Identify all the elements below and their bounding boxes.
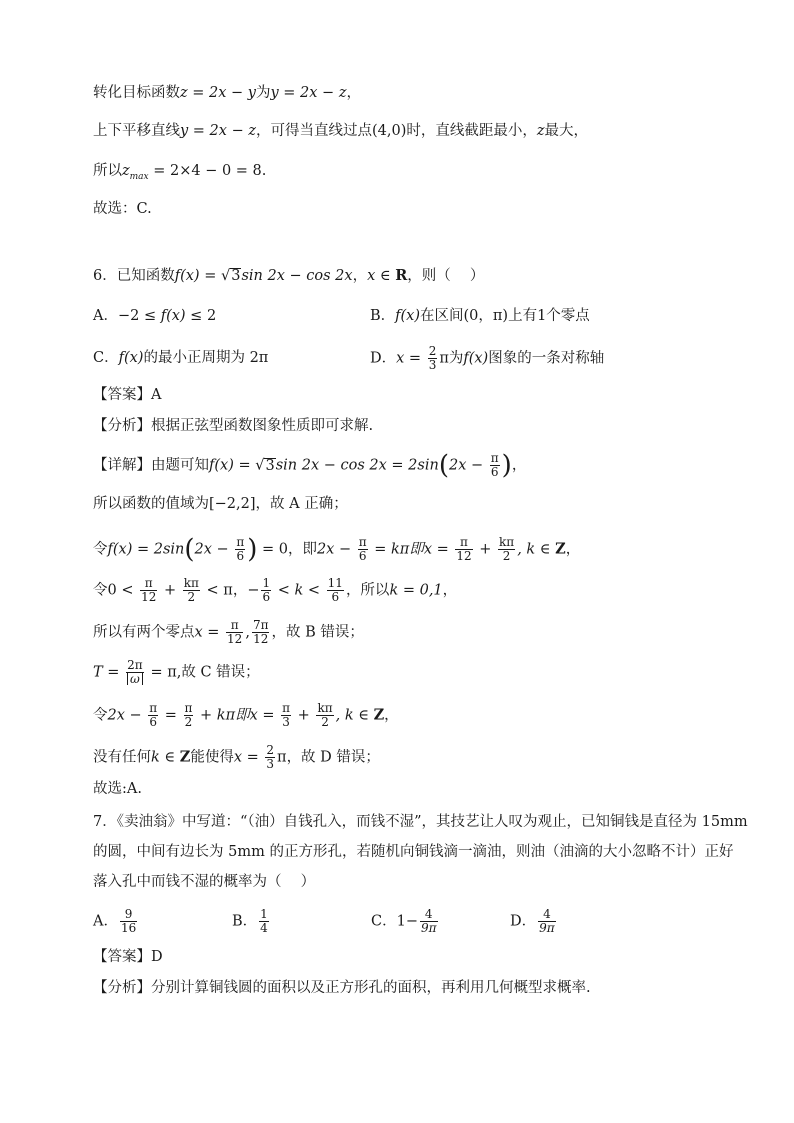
text-line: 没有任何k ∈ Z能使得x = $\frac{2}{3}$ π，故 D 错误； <box>93 743 380 771</box>
text-line: 令f(x) = 2sin(2x − $\frac{\pi}{6}$ ) = 0，即2x − $\frac{\pi}{6}$ = kπ即x = $\frac{\pi}{12}$ + $\frac{k\pi}{2}$ , k ∈ Z， <box>93 534 581 565</box>
option-6A: A．−2 ≤ f(x) ≤ 2 <box>93 308 217 324</box>
question-7-stem-2: 的圆，中间有边长为 5mm 的正方形孔，若随机向铜钱滴一滴油，则油（油滴的大小忽略不计）正好 <box>93 844 734 860</box>
analysis-6: 【分析】根据正弦型函数图象性质即可求解. <box>93 418 374 434</box>
text-line: 所以$z_{max} = 2\times 4 - 0 = 8$. <box>93 163 267 182</box>
answer-7: 【答案】D <box>93 949 163 965</box>
text-line: 令2x − $\frac{\pi}{6}$ = $\frac{\pi}{2}$ + kπ即x = $\frac{\pi}{3}$ + $\frac{k\pi}{2}$ , k ∈ Z， <box>93 701 399 729</box>
option-7B: B． $\frac{1}{4}$ <box>232 907 268 935</box>
text-line: 所以函数的值域为[−2,2]，故 A 正确； <box>93 496 348 512</box>
option-7D: D． $\frac{4}{9\pi}$ <box>510 907 555 935</box>
text-line: 上下平移直线y = 2x − z，可得当直线过点(4,0)时，直线截距最小，z最大， <box>93 123 588 139</box>
option-7C: C．1− $\frac{4}{9\pi}$ <box>371 907 437 935</box>
option-6C: C．f(x)的最小正周期为 2π <box>93 350 269 366</box>
option-6D: D．x = $\frac{2}{3}$ π为f(x)图象的一条对称轴 <box>370 344 605 372</box>
text-line: 所以有两个零点x = $\frac{\pi}{12}$ , $\frac{7\pi}{12}$ ，故 B 错误； <box>93 618 364 646</box>
detail-6: 【详解】由题可知f(x) = √3sin 2x − cos 2x = 2sin(2x − $\frac{\pi}{6}$ )， <box>93 450 527 481</box>
option-6B: B．f(x)在区间(0，π)上有1个零点 <box>370 308 590 324</box>
option-7A: A． $\frac{9}{16}$ <box>93 907 137 935</box>
text-line: 转化目标函数z = 2x − y为y = 2x − z， <box>93 85 361 101</box>
analysis-7: 【分析】分别计算铜钱圆的面积以及正方形孔的面积，再利用几何概型求概率. <box>93 980 591 996</box>
question-7-stem-1: 7．《卖油翁》中写道：“（油）自钱孔入，而钱不湿”，其技艺让人叹为观止，已知铜钱是直径为 15mm <box>93 814 748 830</box>
text-line: 故选：C. <box>93 201 152 217</box>
question-7-stem-3: 落入孔中而钱不湿的概率为（ ） <box>93 874 316 890</box>
text-line: T = $\frac{2\pi}{\omega}$ = π,故 C 错误； <box>93 658 260 686</box>
answer-6: 【答案】A <box>93 387 162 403</box>
text-line: 故选:A. <box>93 781 142 797</box>
text-line: 令0 < $\frac{\pi}{12}$ + $\frac{k\pi}{2}$ < π，− $\frac{1}{6}$ < k < $\frac{11}{6}$ ，所以k = 0,1， <box>93 576 458 604</box>
question-6-stem: 6．已知函数f(x) = √3sin 2x − cos 2x，x ∈ R，则（ ） <box>93 267 485 284</box>
